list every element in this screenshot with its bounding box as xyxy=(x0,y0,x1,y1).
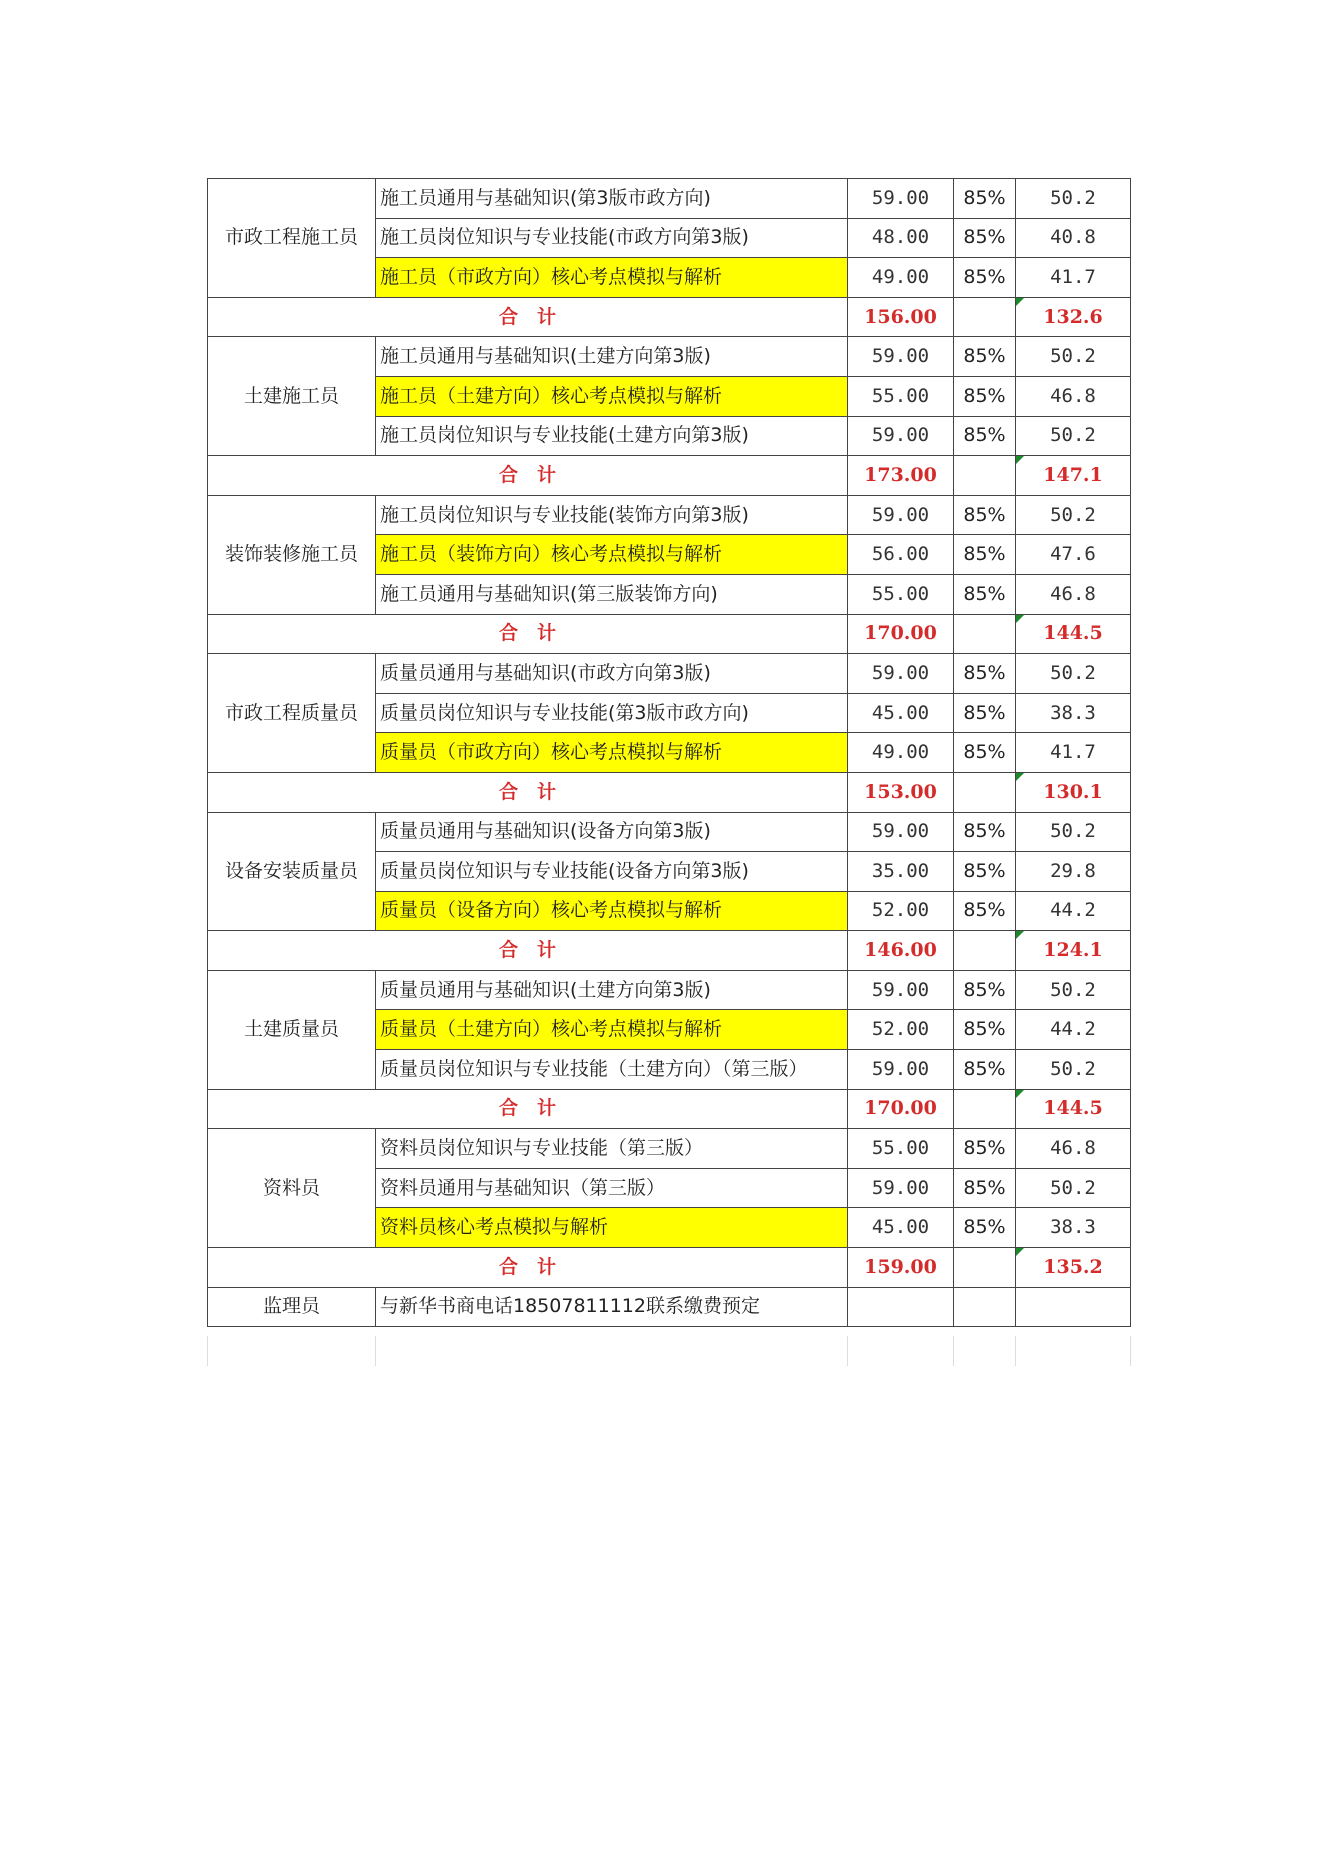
subtotal-row xyxy=(208,772,1131,812)
footer-row xyxy=(208,1287,1131,1327)
residual-gridline xyxy=(847,1336,848,1366)
subtotal-label: 合 计 xyxy=(208,297,848,337)
book-title-cell: 施工员（土建方向）核心考点模拟与解析 xyxy=(376,376,848,416)
net-price-cell: 50.2 xyxy=(1016,179,1131,219)
residual-gridline xyxy=(1130,1336,1131,1366)
price-cell: 59.00 xyxy=(848,179,954,219)
discount-cell: 85% xyxy=(954,574,1016,614)
net-price-cell: 46.8 xyxy=(1016,376,1131,416)
subtotal-discount-empty xyxy=(954,456,1016,496)
discount-cell: 85% xyxy=(954,376,1016,416)
subtotal-row xyxy=(208,1089,1131,1129)
book-title-cell: 质量员（设备方向）核心考点模拟与解析 xyxy=(376,891,848,931)
discount-cell: 85% xyxy=(954,258,1016,298)
subtotal-net-price: 144.5 xyxy=(1016,1089,1131,1129)
discount-cell: 85% xyxy=(954,535,1016,575)
net-price-cell: 29.8 xyxy=(1016,852,1131,892)
book-title-cell: 施工员岗位知识与专业技能(土建方向第3版) xyxy=(376,416,848,456)
price-cell: 59.00 xyxy=(848,812,954,852)
price-cell: 55.00 xyxy=(848,1129,954,1169)
price-cell: 49.00 xyxy=(848,258,954,298)
book-title-cell: 质量员（市政方向）核心考点模拟与解析 xyxy=(376,733,848,773)
table-row xyxy=(208,654,1131,694)
net-price-cell: 50.2 xyxy=(1016,416,1131,456)
subtotal-label: 合 计 xyxy=(208,614,848,654)
subtotal-row xyxy=(208,1248,1131,1288)
price-cell: 59.00 xyxy=(848,416,954,456)
subtotal-label: 合 计 xyxy=(208,1248,848,1288)
net-price-cell: 50.2 xyxy=(1016,1168,1131,1208)
net-price-cell: 46.8 xyxy=(1016,574,1131,614)
table-row xyxy=(208,970,1131,1010)
net-price-cell: 38.3 xyxy=(1016,693,1131,733)
table-row xyxy=(208,179,1131,219)
subtotal-discount-empty xyxy=(954,772,1016,812)
table-row xyxy=(208,1129,1131,1169)
discount-cell: 85% xyxy=(954,337,1016,377)
book-title-cell: 施工员通用与基础知识(土建方向第3版) xyxy=(376,337,848,377)
table-row xyxy=(208,337,1131,377)
price-cell: 59.00 xyxy=(848,495,954,535)
footer-category: 监理员 xyxy=(208,1287,376,1327)
net-price-cell: 46.8 xyxy=(1016,1129,1131,1169)
footer-note: 与新华书商电话18507811112联系缴费预定 xyxy=(376,1287,848,1327)
price-cell: 59.00 xyxy=(848,337,954,377)
net-price-cell: 38.3 xyxy=(1016,1208,1131,1248)
subtotal-price: 173.00 xyxy=(848,456,954,496)
price-cell: 49.00 xyxy=(848,733,954,773)
book-title-cell: 施工员岗位知识与专业技能(市政方向第3版) xyxy=(376,218,848,258)
net-price-cell: 44.2 xyxy=(1016,1010,1131,1050)
price-cell: 56.00 xyxy=(848,535,954,575)
net-price-cell: 50.2 xyxy=(1016,1050,1131,1090)
residual-gridline xyxy=(207,1336,208,1366)
book-title-cell: 质量员岗位知识与专业技能（土建方向）（第三版） xyxy=(376,1050,848,1090)
price-cell: 59.00 xyxy=(848,970,954,1010)
residual-gridline xyxy=(953,1336,954,1366)
category-cell: 市政工程施工员 xyxy=(208,179,376,298)
net-price-cell: 50.2 xyxy=(1016,337,1131,377)
book-title-cell: 施工员（装饰方向）核心考点模拟与解析 xyxy=(376,535,848,575)
book-title-cell: 施工员通用与基础知识(第3版市政方向) xyxy=(376,179,848,219)
subtotal-net-price: 147.1 xyxy=(1016,456,1131,496)
category-cell: 市政工程质量员 xyxy=(208,654,376,773)
subtotal-label: 合 计 xyxy=(208,772,848,812)
book-title-cell: 质量员岗位知识与专业技能(第3版市政方向) xyxy=(376,693,848,733)
table-row xyxy=(208,812,1131,852)
category-cell: 资料员 xyxy=(208,1129,376,1248)
book-title-cell: 资料员核心考点模拟与解析 xyxy=(376,1208,848,1248)
book-title-cell: 质量员通用与基础知识(设备方向第3版) xyxy=(376,812,848,852)
discount-cell: 85% xyxy=(954,1010,1016,1050)
subtotal-row xyxy=(208,456,1131,496)
discount-cell: 85% xyxy=(954,495,1016,535)
net-price-cell: 50.2 xyxy=(1016,812,1131,852)
price-cell: 35.00 xyxy=(848,852,954,892)
subtotal-discount-empty xyxy=(954,1248,1016,1288)
subtotal-net-price: 130.1 xyxy=(1016,772,1131,812)
discount-cell: 85% xyxy=(954,852,1016,892)
subtotal-price: 146.00 xyxy=(848,931,954,971)
category-cell: 土建施工员 xyxy=(208,337,376,456)
subtotal-net-price: 124.1 xyxy=(1016,931,1131,971)
category-cell: 设备安装质量员 xyxy=(208,812,376,931)
subtotal-price: 159.00 xyxy=(848,1248,954,1288)
subtotal-discount-empty xyxy=(954,614,1016,654)
book-title-cell: 资料员岗位知识与专业技能（第三版） xyxy=(376,1129,848,1169)
book-title-cell: 质量员（土建方向）核心考点模拟与解析 xyxy=(376,1010,848,1050)
subtotal-net-price: 132.6 xyxy=(1016,297,1131,337)
subtotal-row xyxy=(208,297,1131,337)
price-table xyxy=(207,178,1131,1327)
residual-gridline xyxy=(375,1336,376,1366)
subtotal-discount-empty xyxy=(954,1089,1016,1129)
category-cell: 土建质量员 xyxy=(208,970,376,1089)
footer-empty xyxy=(1016,1287,1131,1327)
discount-cell: 85% xyxy=(954,416,1016,456)
category-cell: 装饰装修施工员 xyxy=(208,495,376,614)
subtotal-net-price: 144.5 xyxy=(1016,614,1131,654)
price-cell: 59.00 xyxy=(848,1168,954,1208)
subtotal-discount-empty xyxy=(954,297,1016,337)
book-title-cell: 施工员通用与基础知识(第三版装饰方向) xyxy=(376,574,848,614)
subtotal-label: 合 计 xyxy=(208,1089,848,1129)
discount-cell: 85% xyxy=(954,1129,1016,1169)
discount-cell: 85% xyxy=(954,970,1016,1010)
subtotal-net-price: 135.2 xyxy=(1016,1248,1131,1288)
price-cell: 45.00 xyxy=(848,1208,954,1248)
book-title-cell: 质量员通用与基础知识(土建方向第3版) xyxy=(376,970,848,1010)
discount-cell: 85% xyxy=(954,1208,1016,1248)
discount-cell: 85% xyxy=(954,693,1016,733)
subtotal-price: 153.00 xyxy=(848,772,954,812)
net-price-cell: 40.8 xyxy=(1016,218,1131,258)
net-price-cell: 50.2 xyxy=(1016,495,1131,535)
price-table-body xyxy=(208,179,1131,1327)
price-cell: 45.00 xyxy=(848,693,954,733)
book-title-cell: 资料员通用与基础知识（第三版） xyxy=(376,1168,848,1208)
price-cell: 52.00 xyxy=(848,891,954,931)
price-cell: 48.00 xyxy=(848,218,954,258)
book-title-cell: 施工员岗位知识与专业技能(装饰方向第3版) xyxy=(376,495,848,535)
discount-cell: 85% xyxy=(954,733,1016,773)
book-title-cell: 质量员通用与基础知识(市政方向第3版) xyxy=(376,654,848,694)
price-cell: 59.00 xyxy=(848,1050,954,1090)
discount-cell: 85% xyxy=(954,179,1016,219)
subtotal-price: 156.00 xyxy=(848,297,954,337)
net-price-cell: 50.2 xyxy=(1016,970,1131,1010)
net-price-cell: 41.7 xyxy=(1016,733,1131,773)
footer-empty xyxy=(848,1287,954,1327)
subtotal-price: 170.00 xyxy=(848,1089,954,1129)
residual-gridline xyxy=(1015,1336,1016,1366)
subtotal-label: 合 计 xyxy=(208,931,848,971)
subtotal-row xyxy=(208,614,1131,654)
discount-cell: 85% xyxy=(954,812,1016,852)
book-title-cell: 施工员（市政方向）核心考点模拟与解析 xyxy=(376,258,848,298)
footer-empty xyxy=(954,1287,1016,1327)
net-price-cell: 50.2 xyxy=(1016,654,1131,694)
subtotal-row xyxy=(208,931,1131,971)
subtotal-price: 170.00 xyxy=(848,614,954,654)
net-price-cell: 44.2 xyxy=(1016,891,1131,931)
price-cell: 55.00 xyxy=(848,574,954,614)
net-price-cell: 41.7 xyxy=(1016,258,1131,298)
price-cell: 55.00 xyxy=(848,376,954,416)
price-cell: 52.00 xyxy=(848,1010,954,1050)
subtotal-discount-empty xyxy=(954,931,1016,971)
discount-cell: 85% xyxy=(954,218,1016,258)
price-cell: 59.00 xyxy=(848,654,954,694)
table-row xyxy=(208,495,1131,535)
discount-cell: 85% xyxy=(954,1050,1016,1090)
discount-cell: 85% xyxy=(954,1168,1016,1208)
discount-cell: 85% xyxy=(954,891,1016,931)
book-title-cell: 质量员岗位知识与专业技能(设备方向第3版) xyxy=(376,852,848,892)
subtotal-label: 合 计 xyxy=(208,456,848,496)
net-price-cell: 47.6 xyxy=(1016,535,1131,575)
discount-cell: 85% xyxy=(954,654,1016,694)
